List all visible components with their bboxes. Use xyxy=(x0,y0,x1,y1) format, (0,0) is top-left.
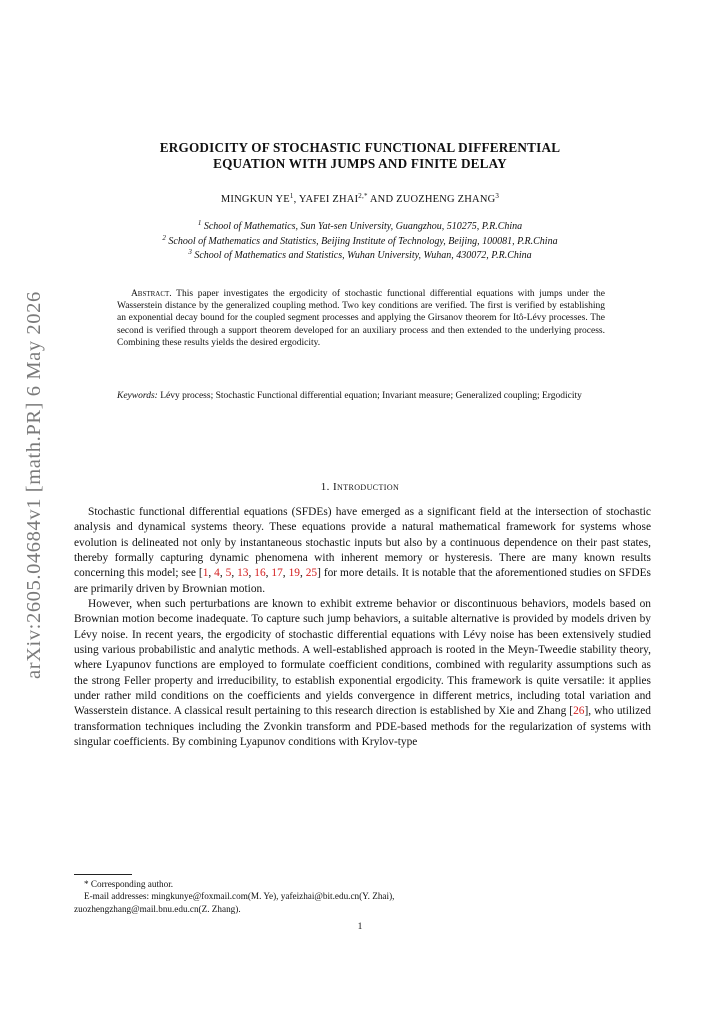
footnote-emails-line-2: zuozhengzhang@mail.bnu.edu.cn(Z. Zhang). xyxy=(74,903,241,914)
footnote-emails-line-1: E-mail addresses: mingkunye@foxmail.com(M. Ye), yafeizhai@bit.edu.cn(Y. Zhai), xyxy=(84,891,395,902)
citation-link[interactable]: 1 xyxy=(202,567,209,580)
keywords-label: Keywords: xyxy=(117,391,158,401)
paragraph-2-text: However, when such perturbations are known to exhibit extreme behavior or discontinuous behaviors, models based on Brownian motion become inadequate. To capture such jump behaviors, a suitable alternative is provided by models driven by Lévy noise. In recent years, the ergodicity of stochastic differential equations with Lévy noise has been extensively studied using various probabilistic and analytic methods. A well-established approach is rooted in the Meyn-Tweedie stability theory, where Lyapunov functions are employed to formulate coefficient conditions, combined with regularity assumptions such as the strong Feller property and irreducibility, to establish exponential ergodicity. This framework is quite versatile: it applies under rather mild conditions on the coefficients and yields convergence in different metrics, including total variation and Wasserstein distance. A classical result pertaining to this research direction is established by Xie and Zhang [ xyxy=(74,598,651,718)
author-zhang-sup: 3 xyxy=(495,192,500,200)
author-zhang: AND ZUOZHENG ZHANG xyxy=(367,194,496,205)
affiliation-3-text: School of Mathematics and Statistics, Wuhan University, Wuhan, 430072, P.R.China xyxy=(194,250,532,261)
citation-link[interactable]: 19 xyxy=(288,567,300,580)
paragraph-1-text: Stochastic functional differential equations (SFDEs) have emerged as a significant field at the intersection of stochastic analysis and dynamical systems theory. These equations provide a natural mathematical framework for systems whose evolution is delineated not only by instantaneous stochastic inputs but also by a continuous dependence on their past states, thereby formally capturing dynamic phenomena with inherent memory or hysteresis. There are many known results concerning this model; see [ xyxy=(74,506,651,580)
citation-link[interactable]: 13 xyxy=(237,567,249,580)
paragraph-1: Stochastic functional differential equations (SFDEs) have emerged as a significant field at the intersection of stochastic analysis and dynamical systems theory. These equations provide a natural mathematical framework for systems whose evolution is delineated not only by instantaneous stochastic inputs but also by a continuous dependence on their past states, thereby formally capturing dynamic phenomena with inherent memory or hysteresis. There are many known results concerning this model; see [1, 4, 5, 13, 16, 17, 19, 25] for more details. It is notable that the aforementioned studies on SFDEs are primarily driven by Brownian motion. xyxy=(74,506,651,595)
citation-link[interactable]: 5 xyxy=(225,567,232,580)
abstract-text: This paper investigates the ergodicity of stochastic functional differential equations with jumps under the Wasserstein distance by the generalized coupling method. Two key conditions are verified. The first is verified by establishing an exponential decay bound for the coupled segment processes and applying the Girsanov theorem for Itô-Lévy processes. The second is verified through a support theorem developed for an auxiliary process and then extended to the underlying process. Combining these results yields the desired ergodicity. xyxy=(117,289,605,348)
affiliation-2-sup: 2 xyxy=(162,233,166,242)
abstract-label: Abstract. xyxy=(130,289,172,299)
title-line-2: EQUATION WITH JUMPS AND FINITE DELAY xyxy=(213,156,507,171)
keywords-text: Lévy process; Stochastic Functional differential equation; Invariant measure; Generalized coupling; Ergodicity xyxy=(160,391,582,401)
affiliation-3-sup: 3 xyxy=(188,248,192,256)
keywords xyxy=(117,390,605,402)
section-number: 1. xyxy=(320,481,330,493)
affiliations xyxy=(70,220,650,264)
affiliation-2-text: School of Mathematics and Statistics, Beijing Institute of Technology, Beijing, 100081, P.R.China xyxy=(168,235,558,247)
footnotes xyxy=(74,878,651,915)
citation-link[interactable]: 16 xyxy=(254,567,266,580)
affiliation-1 xyxy=(70,220,650,235)
citation-link[interactable]: 17 xyxy=(271,567,283,580)
citation-link[interactable]: 4 xyxy=(214,567,220,580)
abstract xyxy=(117,288,605,349)
author-ye-sup: 1 xyxy=(289,192,294,200)
affiliation-2 xyxy=(70,235,650,250)
footnote-rule xyxy=(74,874,132,875)
author-ye: MINGKUN YE xyxy=(220,194,290,205)
citation-link[interactable]: 25 xyxy=(305,567,318,580)
citation-link[interactable]: 26 xyxy=(573,705,585,718)
affiliation-1-text: School of Mathematics, Sun Yat-sen University, Guangzhou, 510275, P.R.China xyxy=(203,221,523,232)
section-title: Introduction xyxy=(332,481,400,493)
paragraph-2 xyxy=(74,597,651,750)
section-heading xyxy=(70,481,650,493)
author-zhai-sup: 2,* xyxy=(358,192,368,200)
title-line-1: ERGODICITY OF STOCHASTIC FUNCTIONAL DIFFERENTIAL xyxy=(159,140,561,155)
paper-title xyxy=(70,140,650,172)
affiliation-3 xyxy=(70,249,650,264)
page-number: 1 xyxy=(357,922,363,932)
affiliation-1-sup: 1 xyxy=(197,219,202,227)
body-text xyxy=(74,505,651,751)
paragraph-2-text-end: ], who utilized transformation techniques including the Zvonkin transform and PDE-based methods for the regularization of systems with singular coefficients. By combining Lyapunov conditions with Krylov-type xyxy=(74,705,651,749)
paragraph-1-text-end: ] for more details. It is notable that the aforementioned studies on SFDEs are primarily driven by Brownian motion. xyxy=(74,567,651,595)
arxiv-identifier[interactable]: arXiv:2605.04684v1 [math.PR] 6 May 2026 xyxy=(23,291,45,679)
footnote-corresponding: * Corresponding author. xyxy=(84,879,174,889)
author-zhai: , YAFEI ZHAI xyxy=(293,194,359,205)
author-list xyxy=(70,194,650,205)
